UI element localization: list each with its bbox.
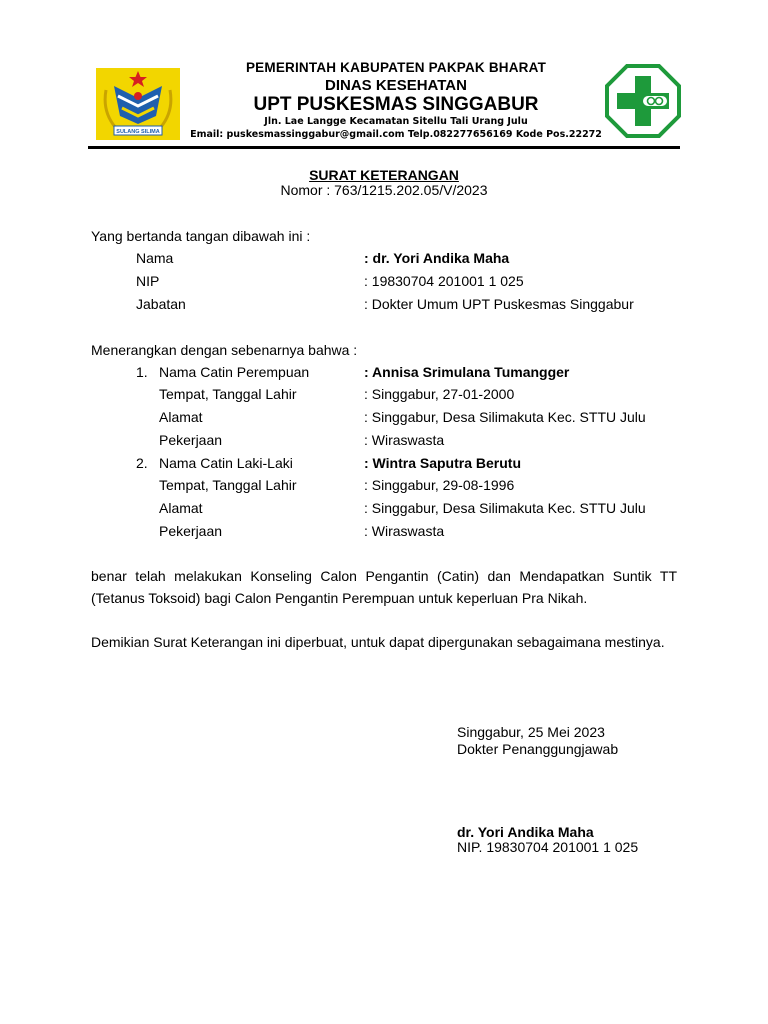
signer-position-label: Jabatan: [136, 296, 186, 312]
letterhead-government: PEMERINTAH KABUPATEN PAKPAK BHARAT: [245, 60, 547, 75]
signer-intro: Yang bertanda tangan dibawah ini :: [91, 228, 311, 244]
document-number: Nomor : 763/1215.202.05/V/2023: [280, 182, 488, 198]
signer-name-value: : dr. Yori Andika Maha: [364, 250, 510, 266]
signer-position-value: : Dokter Umum UPT Puskesmas Singgabur: [364, 296, 634, 312]
bride-name-label: Nama Catin Perempuan: [159, 364, 310, 380]
letterhead-address: Jln. Lae Langge Kecamatan Sitellu Tali Urang Julu: [264, 116, 528, 127]
letterhead-institution: UPT PUSKESMAS SINGGABUR: [253, 94, 539, 115]
bride-birth-label: Tempat, Tanggal Lahir: [159, 386, 297, 402]
groom-occupation-value: : Wiraswasta: [364, 523, 445, 539]
bride-birth-value: : Singgabur, 27-01-2000: [364, 386, 515, 402]
groom-name-label: Nama Catin Laki-Laki: [159, 455, 293, 471]
letterhead-agency: DINAS KESEHATAN: [325, 77, 467, 94]
letterhead-divider: [88, 146, 680, 149]
groom-birth-label: Tempat, Tanggal Lahir: [159, 477, 297, 493]
signature-place-date: Singgabur, 25 Mei 2023: [457, 724, 605, 740]
signature-name: dr. Yori Andika Maha: [457, 824, 594, 840]
letterhead-contact: Email: puskesmassinggabur@gmail.com Telp.082277656169 Kode Pos.22272: [190, 129, 602, 140]
document-title: SURAT KETERANGAN: [309, 167, 459, 183]
bride-number: 1.: [136, 364, 148, 380]
signer-nip-label: NIP: [136, 273, 160, 289]
closing-paragraph: Demikian Surat Keterangan ini diperbuat, untuk dapat dipergunakan sebagaimana mestinya.: [91, 634, 665, 650]
groom-birth-value: : Singgabur, 29-08-1996: [364, 477, 515, 493]
emblem-motto: SULANG SILIMA: [116, 129, 160, 135]
body-paragraph: benar telah melakukan Konseling Calon Pengantin (Catin) dan Mendapatkan Suntik TT (Tetanus Toksoid) bagi Calon Pengantin Perempuan untuk keperluan Pra Nikah.: [91, 568, 677, 606]
puskesmas-cross-icon: [605, 64, 681, 138]
bride-occupation-value: : Wiraswasta: [364, 432, 445, 448]
bride-address-value: : Singgabur, Desa Silimakuta Kec. STTU Julu: [364, 409, 646, 425]
groom-name-value: : Wintra Saputra Berutu: [364, 455, 521, 471]
signer-nip-value: : 19830704 201001 1 025: [364, 273, 524, 289]
groom-occupation-label: Pekerjaan: [159, 523, 223, 539]
groom-address-value: : Singgabur, Desa Silimakuta Kec. STTU Julu: [364, 500, 646, 516]
signer-name-label: Nama: [136, 250, 174, 266]
statement-intro: Menerangkan dengan sebenarnya bahwa :: [91, 342, 358, 358]
bride-name-value: : Annisa Srimulana Tumangger: [364, 364, 570, 380]
groom-number: 2.: [136, 455, 148, 471]
bride-occupation-label: Pekerjaan: [159, 432, 223, 448]
signature-position: Dokter Penanggungjawab: [457, 741, 619, 757]
signature-nip: NIP. 19830704 201001 1 025: [457, 839, 639, 855]
bride-address-label: Alamat: [159, 409, 203, 425]
groom-address-label: Alamat: [159, 500, 203, 516]
